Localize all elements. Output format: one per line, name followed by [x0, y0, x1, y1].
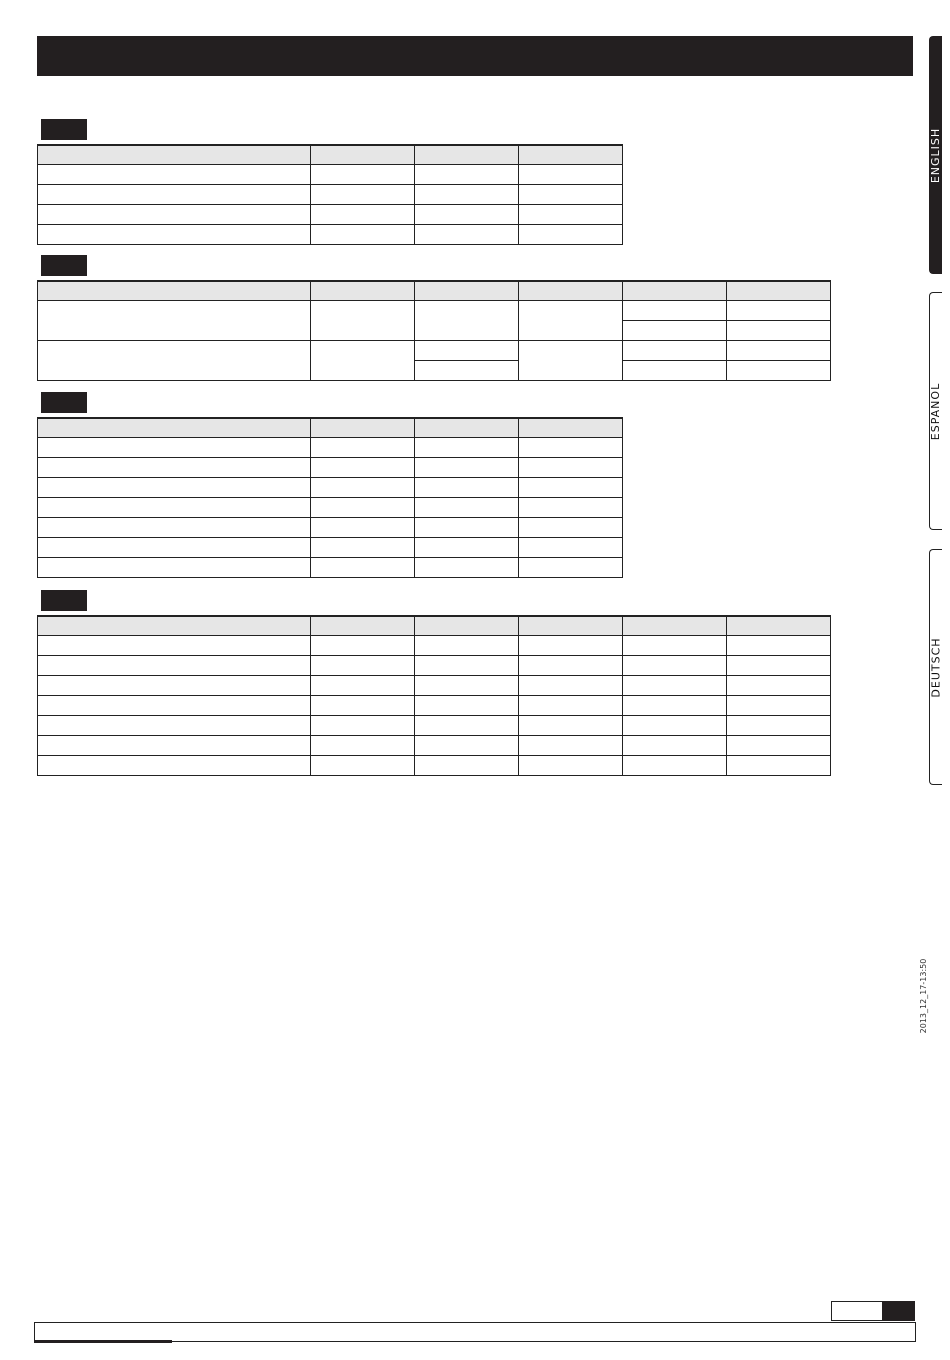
footer-accent-strip: [34, 1340, 172, 1343]
section-tag-3: [41, 392, 87, 413]
table-row: [38, 656, 831, 676]
table-row: [38, 736, 831, 756]
table-header-row: [38, 616, 831, 636]
table-row: [38, 225, 623, 245]
section-tag-4: [41, 590, 87, 611]
footer-bar: [34, 1322, 916, 1342]
table-header-row: [38, 281, 831, 301]
table-row: [38, 205, 623, 225]
table-row: [38, 301, 831, 321]
print-timestamp: 2013_12_17-13:50: [919, 958, 928, 1034]
spec-table-2: [37, 280, 831, 381]
table-row: [38, 185, 623, 205]
spec-table-3: [37, 417, 623, 578]
table-header-row: [38, 418, 623, 438]
table-row: [38, 498, 623, 518]
section-tag-1: [41, 119, 87, 140]
tab-english[interactable]: [929, 36, 942, 274]
tab-espanol-label: ESPANOL: [929, 382, 943, 440]
tab-english-label: ENGLISH: [929, 127, 943, 183]
tab-espanol[interactable]: [929, 292, 942, 530]
spec-table-1: [37, 144, 623, 245]
table-row: [38, 478, 623, 498]
spec-table-4: [37, 615, 831, 776]
page-number-marker: [882, 1301, 915, 1321]
table-row: [38, 558, 623, 578]
page-number-box: [831, 1301, 883, 1321]
table-row: [38, 518, 623, 538]
section-tag-2: [41, 255, 87, 276]
table-row: [38, 165, 623, 185]
table-row: [38, 458, 623, 478]
table-row: [38, 341, 831, 361]
tab-deutsch[interactable]: [929, 549, 942, 785]
table-row: [38, 756, 831, 776]
table-row: [38, 538, 623, 558]
table-row: [38, 438, 623, 458]
tab-deutsch-label: DEUTSCH: [929, 636, 943, 698]
table-row: [38, 716, 831, 736]
table-row: [38, 636, 831, 656]
page-header-bar: [37, 36, 913, 76]
table-row: [38, 696, 831, 716]
table-header-row: [38, 145, 623, 165]
table-row: [38, 676, 831, 696]
